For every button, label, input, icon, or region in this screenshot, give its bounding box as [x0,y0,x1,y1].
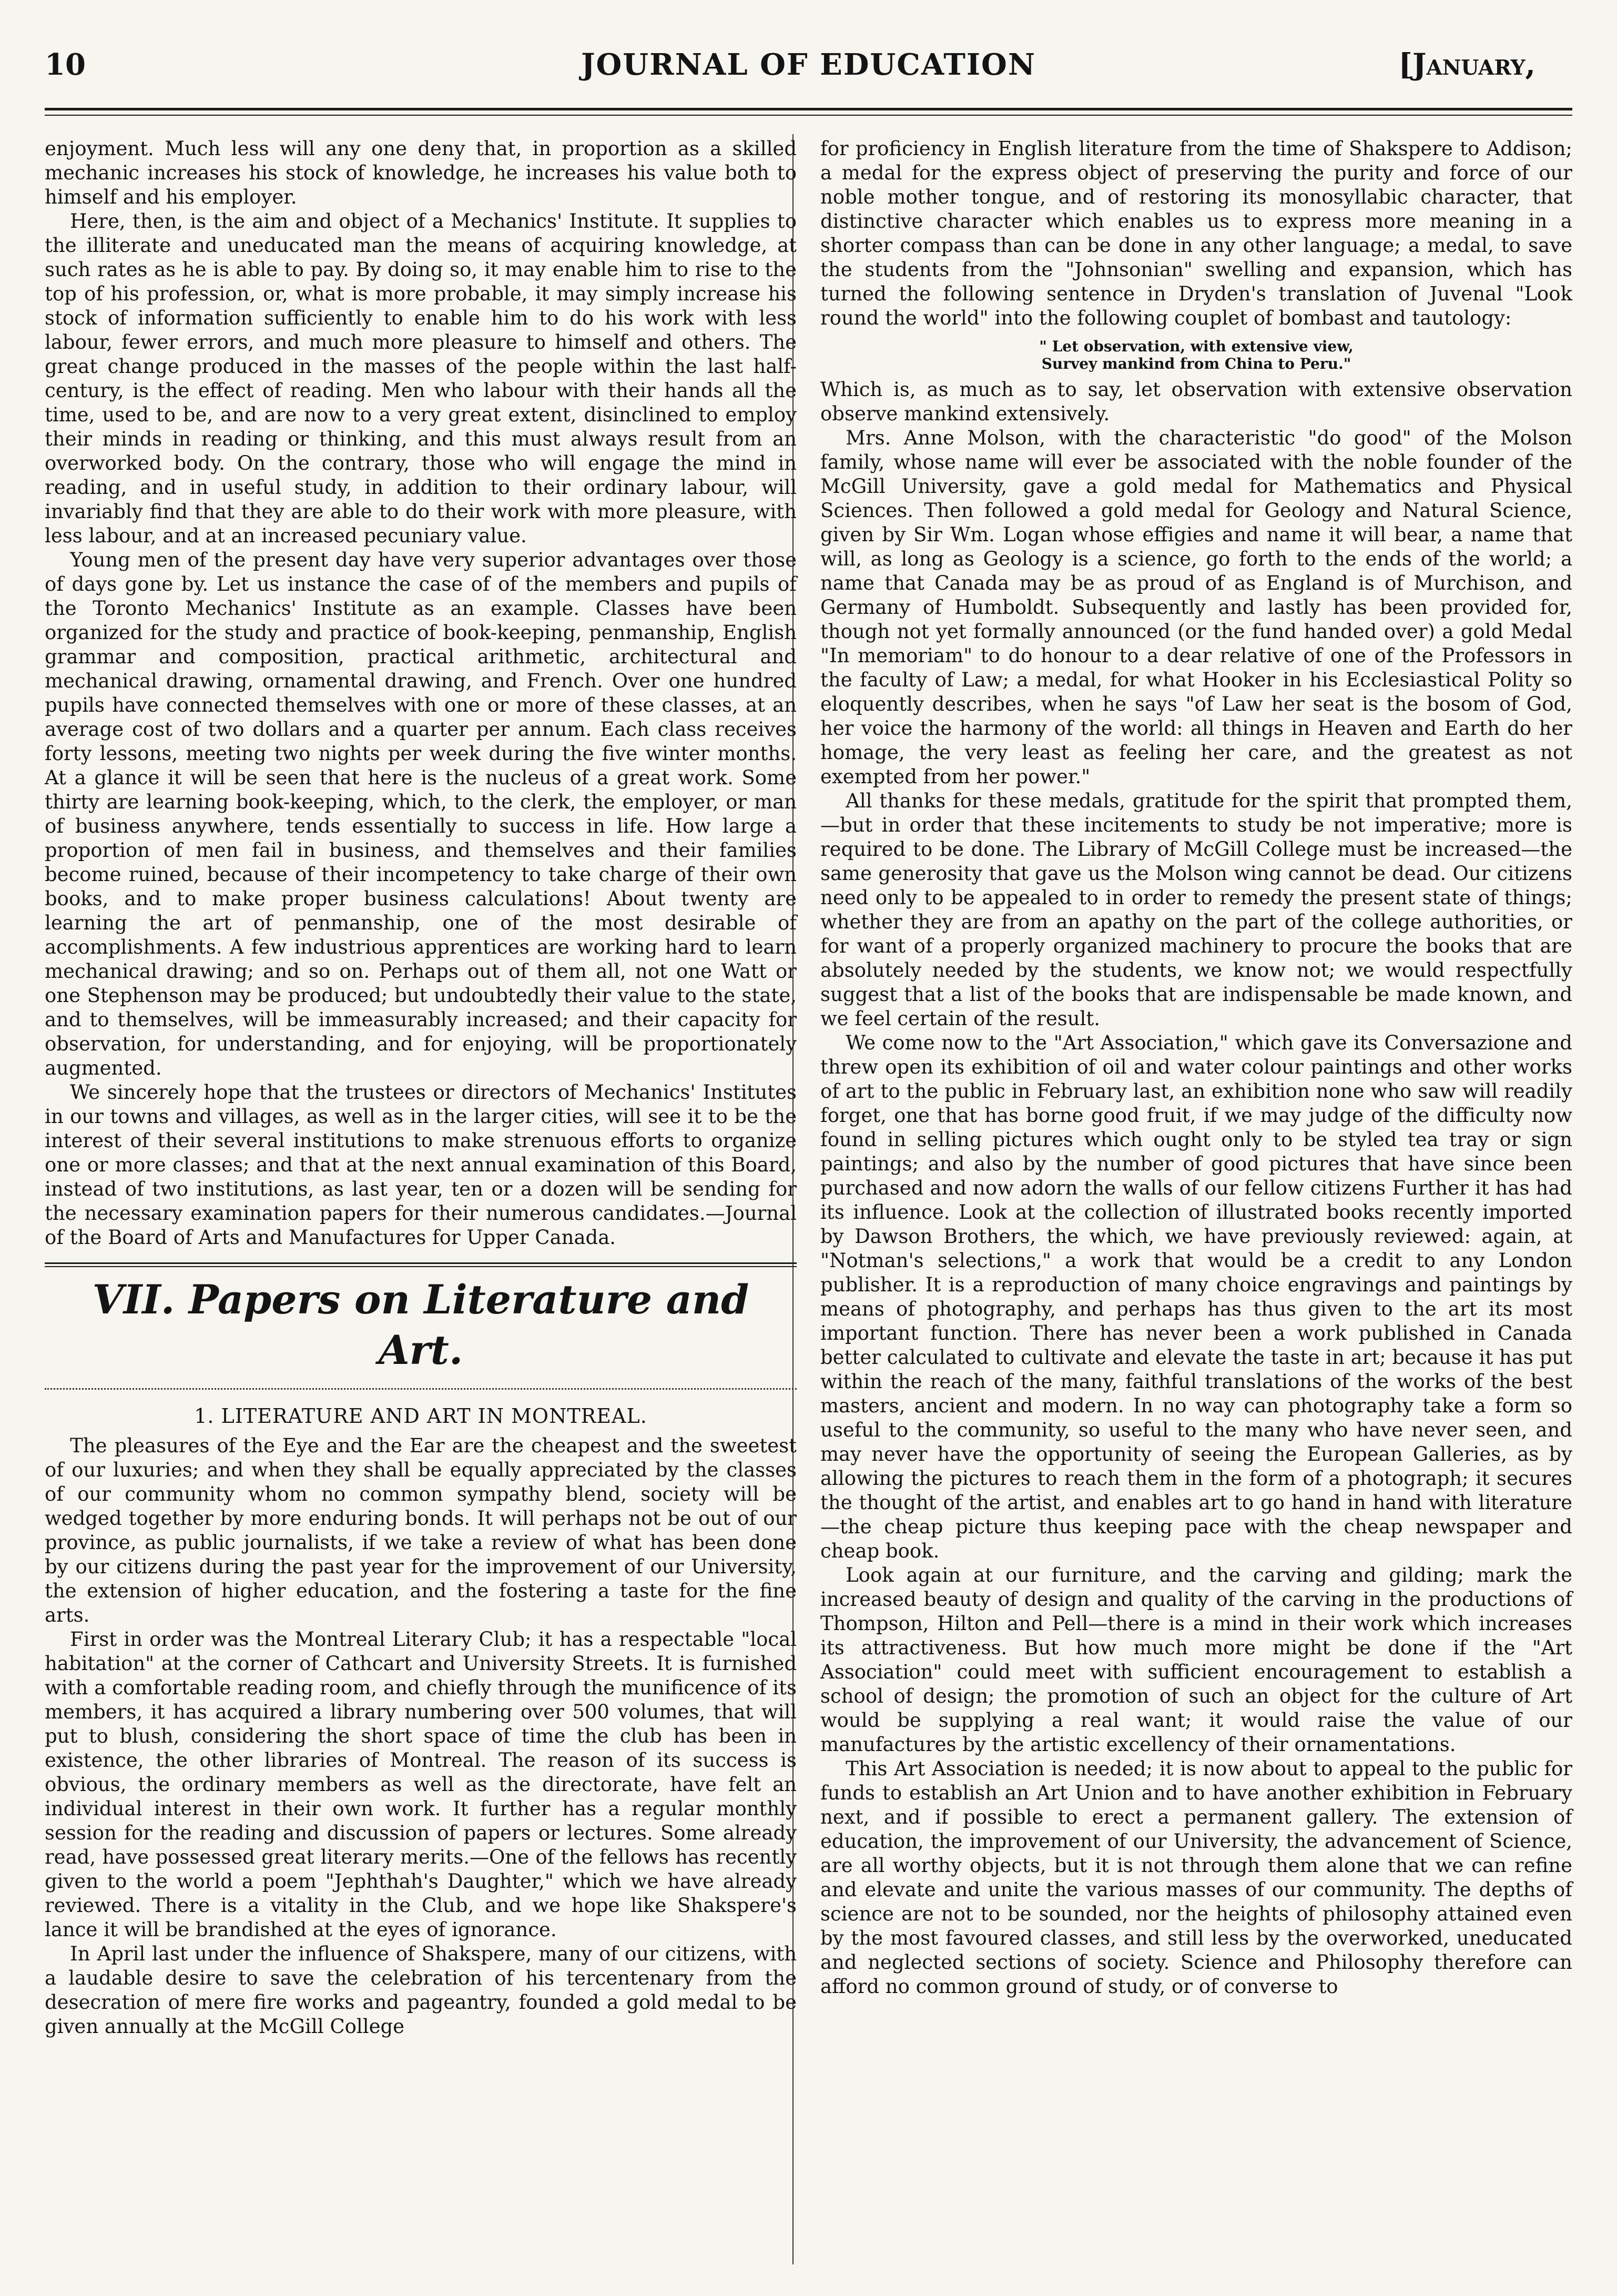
quote-line: Survey mankind from China to Peru." [1041,355,1351,372]
paragraph: Young men of the present day have very superior advantages over those of days gone by. Let us instance the case of of the members and pupils of the Toronto Mechanics' Institute as an example. Classes have been organized for the study and practice of book-keeping, penmanship, English grammar and composition, practical arithmetic, architectural and mechanical drawing, ornamental drawing, and French. Over one hundred pupils have connected themselves with one or more of these classes, at an average cost of two dollars and a quarter per annum. Each class receives forty lessons, meeting two nights per week during the five winter months. At a glance it will be seen that here is the nucleus of a great work. Some thirty are learning book-keeping, which, to the clerk, the employer, or man of business anywhere, tends essentially to success in life. How large a proportion of men fail in business, and themselves and their families become ruined, because of their incompetency to take charge of their own books, and to make proper business calculations! About twenty are learning the art of penmanship, one of the most desirable of accomplishments. A few industrious apprentices are working hard to learn mechanical drawing; and so on. Perhaps out of them all, not one Watt or one Stephenson may be produced; but undoubtedly their value to the state, and to themselves, will be immeasurably increased; and their capacity for observation, for understanding, and for enjoying, will be proportionately augmented. [45,549,797,1079]
journal-title: JOURNAL OF EDUCATION [581,47,1036,82]
page-number: 10 [45,47,86,82]
paragraph: enjoyment. Much less will any one deny that, in proportion as a skilled mechanic increases his stock of knowledge, he increases his value both to himself and his employer. [45,137,797,208]
paragraph: Here, then, is the aim and object of a Mechanics' Institute. It supplies to the illiterate and uneducated man the means of acquiring knowledge, at such rates as he is able to pay. By doing so, it may enable him to rise to the top of his profession, or, what is more probable, it may simply increase his stock of information sufficiently to enable him to do his work with less labour, fewer errors, and much more pleasure to himself and others. The great change produced in the masses of the people within the last half-century, is the effect of reading. Men who labour with their hands all the time, used to be, and are now to a very great extent, disinclined to employ their minds in reading or thinking, and this must always result from an overworked body. On the contrary, those who will engage the mind in reading, and in useful study, in addition to their ordinary labour, will invariably find that they are able to do their work with more pleasure, with less labour, and at an increased pecuniary value. [45,210,797,547]
left-column [45,137,797,2039]
section-rule [45,1266,797,1267]
paragraph: for proficiency in English literature from the time of Shakspere to Addison; a medal for the express object of preserving the purity and force of our noble mother tongue, and of restoring its monosyllabic character, that distinctive character which enables us to express more meaning in a shorter compass than can be done in any other language; a medal, to save the students from the "Johnsonian" swelling and expansion, which has turned the following sentence in Dryden's translation of Juvenal "Look round the world" into the following couplet of bombast and tautology: [820,137,1572,329]
paragraph: The pleasures of the Eye and the Ear are the cheapest and the sweetest of our luxuries; and when they shall be equally appreciated by the classes of our community whom no common sympathy blend, society will be wedged together by more enduring bonds. It will perhaps not be out of our province, as public journalists, if we take a review of what has been done by our citizens during the past year for the improvement of our University, the extension of higher education, and the fostering a taste for the fine arts. [45,1434,797,1626]
section-heading: VII. Papers on Literature and Art. [92,1276,749,1373]
paragraph: All thanks for these medals, gratitude for the spirit that prompted them,—but in order that these incitements to study be not imperative; more is required to be done. The Library of McGill College must be increased—the same generosity that gave us the Molson wing cannot be dead. Our citizens need only to be appealed to in order to remedy the present state of things; whether they are from an apathy on the part of the college authorities, or for want of a properly organized machinery to procure the books that are absolutely needed by the students, we know not; we would respectfully suggest that a list of the books that are indispensable be made known, and we feel certain of the result. [820,790,1572,1030]
quote-line: " Let observation, with extensive view, [1039,338,1354,355]
paragraph: This Art Association is needed; it is now about to appeal to the public for funds to establish an Art Union and to have another exhibition in February next, and if possible to erect a permanent gallery. The extension of education, the improvement of our University, the advancement of Science, are all worthy objects, but it is not through them alone that we can refine and elevate and unite the various masses of our community. The depths of science are not to be sounded, nor the heights of philosophy attained even by the most favoured classes, and still less by the overworked, uneducated and neglected sections of society. Science and Philosophy therefore can afford no common ground of study, or of converse to [820,1757,1572,1998]
paragraph: Which is, as much as to say, let observation with extensive observation observe mankind extensively. [820,378,1572,425]
article-title: 1. LITERATURE AND ART IN MONTREAL. [194,1404,647,1428]
paragraph: Look again at our furniture, and the carving and gilding; mark the increased beauty of design and quality of the carving in the productions of Thompson, Hilton and Pell—there is a mind in their work which increases its attractiveness. But how much more might be done if the "Art Association" could meet with sufficient encouragement to establish a school of design; the promotion of such an object for the culture of Art would be supplying a real want; it would raise the value of our manufactures by the artistic excellency of their ornamentations. [820,1564,1572,1756]
quoted-couplet [820,338,1572,372]
header-rule-thick [45,108,1572,110]
paragraph: We come now to the "Art Association," which gave its Conversazione and threw open its exhibition of oil and water colour paintings and other works of art to the public in February last, an exhibition none who saw will readily forget, one that has borne good fruit, if we may judge of the difficulty now found in selling pictures which ought only to be styled tea tray or sign paintings; and also by the number of good pictures that have since been purchased and now adorn the walls of our fellow citizens Further it has had its influence. Look at the collection of illustrated books recently imported by Dawson Brothers, the which, we have previously reviewed: again, at "Notman's selections," a work that would be a credit to any London publisher. It is a reproduction of many choice engravings and paintings by means of photography, and perhaps has thus given to the art its most important function. There has never been a work published in Canada better calculated to cultivate and elevate the taste in art; because it has put within the reach of the many, faithful translations of the works of the best masters, ancient and modern. In no way can photography take a form so useful to the community, so useful to the many who have never seen, and may never have the opportunity of seeing the European Galleries, as by allowing the pictures to reach them in the form of a photograph; it secures the thought of the artist, and enables art to go hand in hand with literature—the cheap picture thus keeping pace with the cheap newspaper and cheap book. [820,1031,1572,1562]
paragraph: In April last under the influence of Shakspere, many of our citizens, with a laudable desire to save the celebration of his tercentenary from the desecration of mere fire works and pageantry, founded a gold medal to be given annually at the McGill College [45,1943,797,2038]
header-rule-thin [45,115,1572,116]
issue-month: [January, [1398,47,1535,82]
paragraph: Mrs. Anne Molson, with the characteristic "do good" of the Molson family, whose name will ever be associated with the noble founder of the McGill University, gave a gold medal for Mathematics and Physical Sciences. Then followed a gold medal for Geology and Natural Science, given by Sir Wm. Logan whose effigies and name it will bear, a name that will, as long as Geology is a science, go forth to the ends of the world; a name that Canada may be as proud of as England is of Murchison, and Germany of Humboldt. Subsequently and lastly has been provided for, though not yet formally announced (or the fund handed over) a gold Medal "In memoriam" to do honour to a dear relative of one of the Professors in the faculty of Law; a medal, for what Hooker in his Ecclesiastical Polity so eloquently describes, when he says "of Law her seat is the bosom of God, her voice the harmony of the world: all things in Heaven and Earth do her homage, the very least as feeling her care, and the greatest as not exempted from her power." [820,427,1572,788]
ornamental-rule [45,1381,797,1390]
right-column [820,137,1572,1999]
paragraph: First in order was the Montreal Literary Club; it has a respectable "local habitation" at the corner of Cathcart and University Streets. It is furnished with a comfortable reading room, and chiefly through the munificence of its members, it has acquired a library numbering over 500 volumes, that will put to blush, considering the short space of time the club has been in existence, the other libraries of Montreal. The reason of its success is obvious, the ordinary members as well as the directorate, have felt an individual interest in their own work. It further has a regular monthly session for the reading and discussion of papers or lectures. Some already read, have possessed great literary merits.—One of the fellows has recently given to the world a poem "Jephthah's Daughter," which we have already reviewed. There is a vitality in the Club, and we hope like Shakspere's lance it will be brandished at the eyes of ignorance. [45,1628,797,1941]
paragraph: We sincerely hope that the trustees or directors of Mechanics' Institutes in our towns and villages, as well as in the larger cities, will see it to be the interest of their several institutions to make strenuous efforts to organize one or more classes; and that at the next annual examination of this Board, instead of two institutions, as last year, ten or a dozen will be sending for the necessary examination papers for their numerous candidates.—Journal of the Board of Arts and Manufactures for Upper Canada. [45,1081,797,1249]
section-rule [45,1262,797,1264]
